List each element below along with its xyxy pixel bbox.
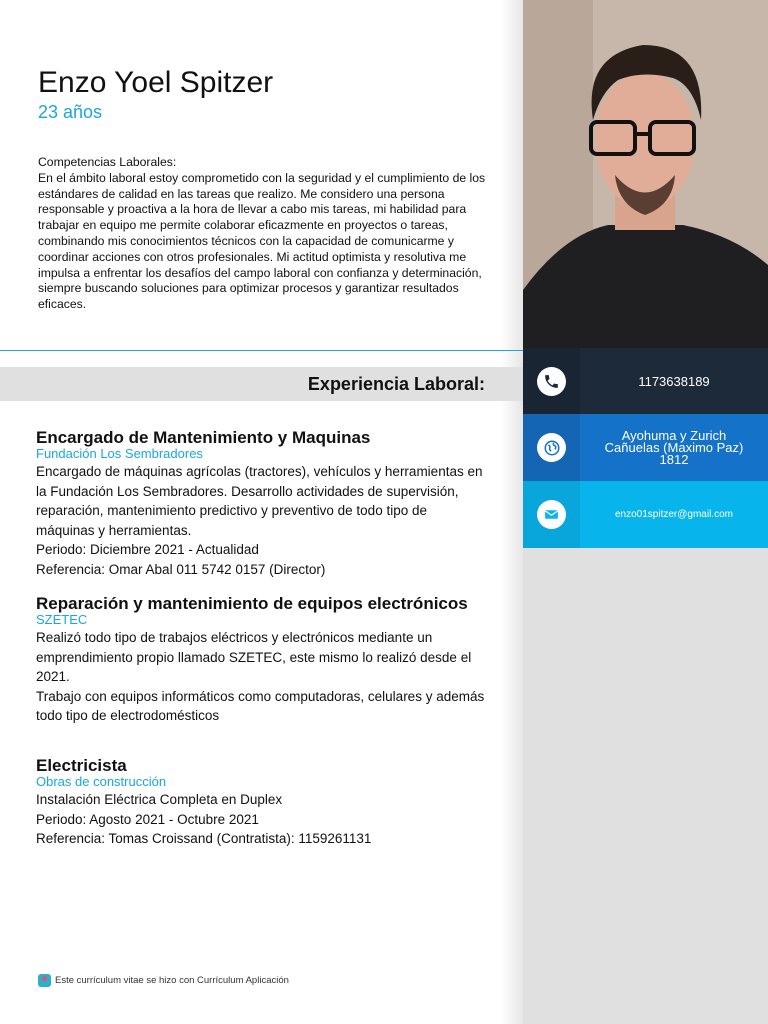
mail-icon <box>537 500 566 529</box>
footer <box>38 974 289 987</box>
job-entry <box>36 757 486 849</box>
contact-phone-row <box>523 348 768 415</box>
contact-address-row <box>523 414 768 481</box>
sidebar-shadow <box>500 0 524 1024</box>
phone-icon <box>537 367 566 396</box>
experience-section-header <box>0 367 523 401</box>
job-organization: Fundación Los Sembradores <box>36 446 203 461</box>
phone-number: 1173638189 <box>638 374 710 389</box>
summary-body: En el ámbito laboral estoy comprometido con la seguridad y el cumplimiento de los estándares de calidad en las tareas que realizo. Me considero una persona responsable y proactiva a la hora de llevar a cabo mis tareas, mi habilidad para trabajar en equipo me permite colaborar eficazmente en proyectos o tareas, combinando mis conocimientos técnicos con la capacidad de comunicarme y coordinar acciones con otros profesionales. Mi actitud optimista y resolutiva me impulsa a enfrentar los desafíos del campo laboral con confianza y determinación, siempre buscando soluciones para optimizar procesos y garantizar resultados eficaces. <box>38 170 486 312</box>
job-description: Encargado de máquinas agrícolas (tractores), vehículos y herramientas en la Fundación Los Sembradores. Desarrollo actividades de supervisión, reparación, mantenimiento predictivo y preventivo de todo tipo de máquinas y herramientas. <box>36 464 483 538</box>
address-line-3: 1812 <box>659 451 689 467</box>
email-link[interactable]: enzo01spitzer@gmail.com <box>615 509 733 520</box>
job-organization: SZETEC <box>36 612 88 627</box>
experience-section-title: Experiencia Laboral: <box>307 373 485 394</box>
summary-heading: Competencias Laborales: <box>38 155 177 169</box>
candidate-age: 23 años <box>38 102 103 122</box>
address-line-1: Ayohuma y Zurich <box>621 427 727 443</box>
job-description: Realizó todo tipo de trabajos eléctricos y electrónicos mediante un emprendimiento propio llamado SZETEC, este mismo lo realizó desde el 2021. <box>36 630 472 685</box>
job-description: Instalación Eléctrica Completa en Duplex <box>36 792 283 807</box>
job-period: Periodo: Agosto 2021 - Octubre 2021 <box>36 811 259 827</box>
globe-icon <box>537 433 566 462</box>
job-title: Reparación y mantenimiento de equipos electrónicos <box>36 594 468 613</box>
divider <box>0 350 523 351</box>
sidebar <box>523 0 768 1024</box>
job-period: Periodo: Diciembre 2021 - Actualidad <box>36 542 259 558</box>
job-entry <box>36 595 486 726</box>
address-line-2: Cañuelas (Maximo Paz) <box>604 439 744 455</box>
candidate-name: Enzo Yoel Spitzer <box>38 66 274 99</box>
job-entry <box>36 429 486 580</box>
address <box>580 414 768 481</box>
contact-email-row <box>523 481 768 548</box>
job-description-extra: Trabajo con equipos informáticos como computadoras, celulares y además todo tipo de electrodomésticos <box>36 688 485 724</box>
summary <box>38 155 488 313</box>
job-organization: Obras de construcción <box>36 774 167 789</box>
app-logo-icon <box>38 974 51 987</box>
job-title: Encargado de Mantenimiento y Maquinas <box>36 428 371 447</box>
profile-photo <box>523 0 768 348</box>
job-reference: Referencia: Tomas Croissand (Contratista): 1159261131 <box>36 831 372 847</box>
job-title: Electricista <box>36 756 127 775</box>
job-reference: Referencia: Omar Abal 011 5742 0157 (Director) <box>36 561 326 577</box>
footer-text: Este currículum vitae se hizo con Currículum Aplicación <box>55 975 289 986</box>
